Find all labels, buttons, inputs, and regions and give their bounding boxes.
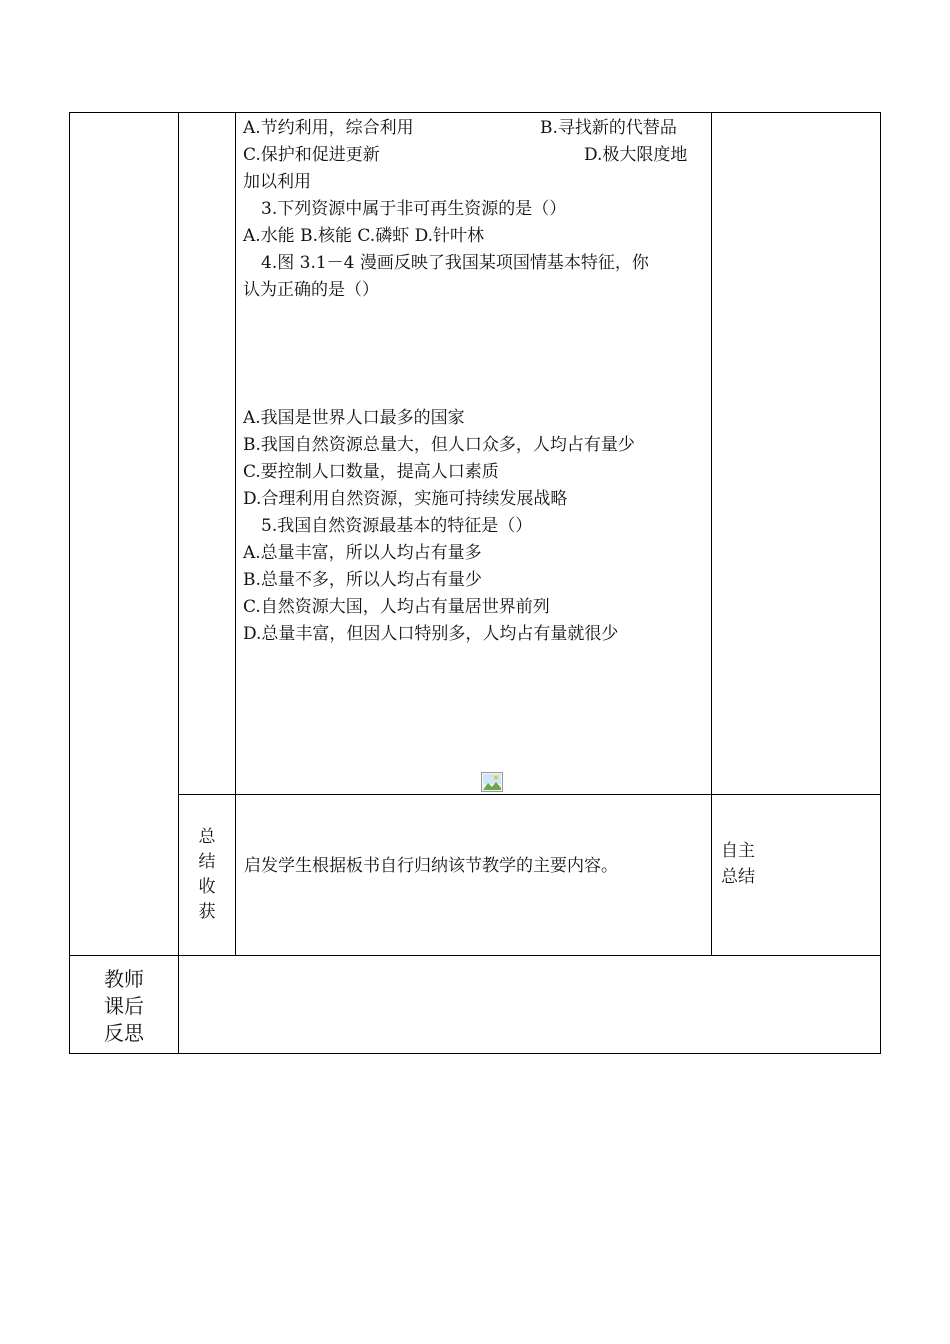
q5-option-b: B.总量不多，所以人均占有量少 (243, 570, 482, 590)
q4-option-d: D.合理利用自然资源，实施可持续发展战略 (243, 489, 568, 509)
q2-option-b: B.寻找新的代替品 (540, 118, 677, 138)
summary-student-activity: 自主 总结 (721, 841, 755, 887)
q4-options (243, 405, 635, 648)
q3-stem: 3.下列资源中属于非可再生资源的是（） (261, 199, 567, 219)
q2-option-d: D.极大限度地 (584, 145, 688, 165)
table-border-right (880, 112, 881, 1054)
q4-stem-line2: 认为正确的是（） (243, 280, 379, 300)
table-border-top (69, 112, 881, 113)
table-border-left (69, 112, 70, 1054)
summary-content: 启发学生根据板书自行归纳该节教学的主要内容。 (244, 856, 618, 876)
row-divider-reflection-top (69, 955, 881, 956)
q2-option-c: C.保护和促进更新 (243, 145, 380, 165)
broken-image-icon (481, 772, 503, 792)
q5-option-d: D.总量丰富，但因人口特别多，人均占有量就很少 (243, 624, 619, 644)
q4-option-c: C.要控制人口数量，提高人口素质 (243, 462, 499, 482)
row-divider-summary-top (178, 794, 881, 795)
q5-option-a: A.总量丰富，所以人均占有量多 (243, 543, 482, 563)
q2-option-a: A.节约利用，综合利用 (243, 118, 414, 138)
q4-option-b: B.我国自然资源总量大，但人口众多，人均占有量少 (243, 435, 635, 455)
exercise-content (243, 115, 649, 304)
q2-option-d-continued: 加以利用 (243, 172, 311, 192)
q4-option-a: A.我国是世界人口最多的国家 (243, 408, 465, 428)
column-divider-2 (235, 112, 236, 955)
summary-label: 总 结 收 获 (198, 827, 216, 922)
reflection-label: 教师 课后 反思 (104, 967, 144, 1045)
q3-options: A.水能 B.核能 C.磷虾 D.针叶林 (243, 226, 485, 246)
table-border-bottom (69, 1053, 881, 1054)
column-divider-3 (711, 112, 712, 955)
q5-stem: 5.我国自然资源最基本的特征是（） (261, 516, 533, 536)
q4-stem-line1: 4.图 3.1－4 漫画反映了我国某项国情基本特征，你 (261, 253, 649, 273)
q5-option-c: C.自然资源大国，人均占有量居世界前列 (243, 597, 550, 617)
